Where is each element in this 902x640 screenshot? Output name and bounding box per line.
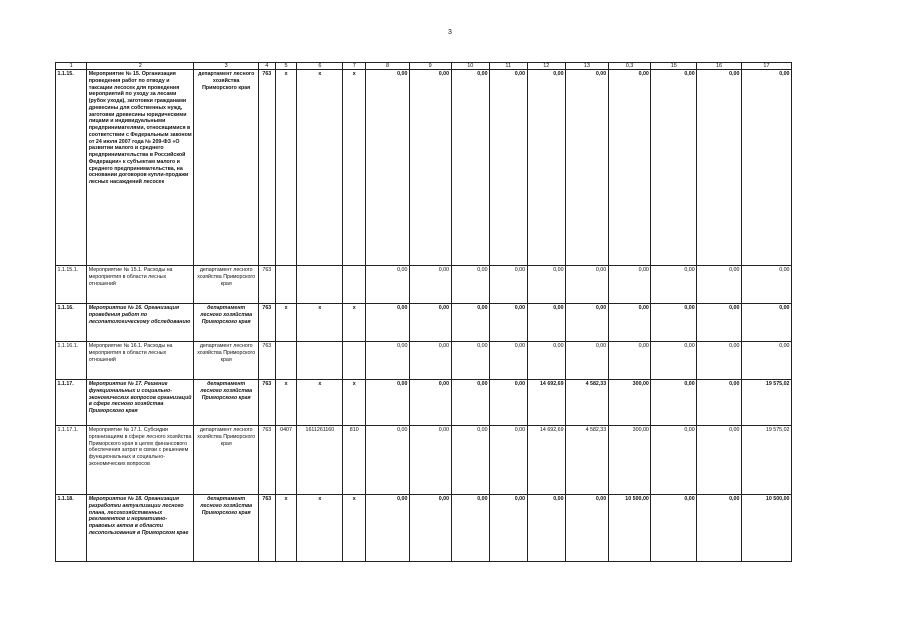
row-code: 1.1.15.1. [56, 266, 87, 304]
row-value: 19 575,02 [741, 380, 791, 426]
row-code: 1.1.16. [56, 304, 87, 342]
row-col5 [275, 342, 297, 380]
row-value: 0,00 [566, 495, 609, 562]
row-value: 0,00 [490, 70, 527, 266]
row-name: Мероприятие № 16.1. Расходы на мероприятия в области лесных отношений [87, 342, 194, 380]
row-name: Мероприятие № 17. Решение функциональных и социально-экономических вопросов организаций в сфере лесного хозяйства Приморского края [87, 380, 194, 426]
row-col6 [297, 266, 343, 304]
row-value: 0,00 [651, 380, 697, 426]
row-value: 0,00 [527, 266, 566, 304]
row-value: 0,00 [490, 495, 527, 562]
row-value: 0,00 [697, 426, 742, 495]
row-value: 0,00 [527, 304, 566, 342]
row-value: 0,00 [366, 342, 410, 380]
header-cell: 8 [366, 63, 410, 70]
row-value: 0,00 [527, 70, 566, 266]
table-row [56, 380, 792, 426]
row-col6: x [297, 495, 343, 562]
row-executor: департамент лесного хозяйства Приморского края [194, 266, 259, 304]
row-name: Мероприятие № 15. Организация проведения работ по отводу и таксации лесосек для проведения мероприятий по уходу за лесами (рубок ухода), заготовки гражданами древесины для собственных нужд, заготовки древесины юридическими лицами и индивидуальными предпринимателями, относящимися в соответствии с Федеральным законом от 24 июля 2007 года № 209-ФЗ «О развитии малого и среднего предпринимательства в Российской Федерации» к субъектам малого и среднего предпринимательства, на основании договоров купли-продажи лесных насаждений лесосек [87, 70, 194, 266]
row-executor: департамент лесного хозяйства Приморского края [194, 495, 259, 562]
row-col6: x [297, 70, 343, 266]
row-value: 0,00 [608, 304, 651, 342]
row-value: 0,00 [451, 304, 490, 342]
header-cell: 17 [741, 63, 791, 70]
header-cell: 15 [651, 63, 697, 70]
row-col5 [275, 266, 297, 304]
row-value: 0,00 [451, 495, 490, 562]
row-value: 0,00 [490, 304, 527, 342]
row-executor: департамент лесного хозяйства Приморского края [194, 380, 259, 426]
header-row [56, 63, 792, 70]
row-col4: 763 [258, 495, 275, 562]
row-value: 0,00 [608, 342, 651, 380]
row-value: 0,00 [697, 342, 742, 380]
row-executor: департамент лесного хозяйства Приморского края [194, 304, 259, 342]
row-value: 0,00 [409, 380, 451, 426]
row-col7 [343, 266, 366, 304]
row-value: 0,00 [409, 304, 451, 342]
header-cell: 6 [297, 63, 343, 70]
row-value: 300,00 [608, 426, 651, 495]
row-value: 0,00 [608, 70, 651, 266]
row-code: 1.1.17. [56, 380, 87, 426]
header-cell: 13 [566, 63, 609, 70]
row-value: 0,00 [366, 380, 410, 426]
row-value: 10 500,00 [608, 495, 651, 562]
budget-table [55, 62, 792, 562]
row-value: 0,00 [366, 495, 410, 562]
header-cell: 12 [527, 63, 566, 70]
row-value: 300,00 [608, 380, 651, 426]
row-value: 0,00 [697, 266, 742, 304]
table-row [56, 426, 792, 495]
row-value: 0,00 [741, 342, 791, 380]
row-executor: департамент лесного хозяйства Приморского края [194, 70, 259, 266]
table-row [56, 304, 792, 342]
row-col7: x [343, 304, 366, 342]
row-value: 0,00 [451, 266, 490, 304]
header-cell: 5 [275, 63, 297, 70]
header-cell: 9 [409, 63, 451, 70]
header-cell: 2 [87, 63, 194, 70]
row-value: 14 692,69 [527, 380, 566, 426]
row-value: 0,00 [451, 342, 490, 380]
row-name: Мероприятие № 17.1. Субсидии организациям в сфере лесного хозяйства Приморского края в целях финансового обеспечения затрат в связи с решением функциональных и социально-экономических вопросов [87, 426, 194, 495]
row-value: 0,00 [608, 266, 651, 304]
row-col5: x [275, 380, 297, 426]
row-value: 0,00 [566, 342, 609, 380]
row-value: 0,00 [566, 266, 609, 304]
row-value: 19 575,02 [741, 426, 791, 495]
row-value: 0,00 [366, 266, 410, 304]
header-cell: 11 [490, 63, 527, 70]
row-value: 0,00 [697, 304, 742, 342]
row-executor: департамент лесного хозяйства Приморского края [194, 426, 259, 495]
row-col4: 763 [258, 426, 275, 495]
header-cell: 10 [451, 63, 490, 70]
row-value: 0,00 [527, 495, 566, 562]
row-col7: x [343, 495, 366, 562]
row-value: 0,00 [490, 266, 527, 304]
table-row [56, 495, 792, 562]
row-value: 0,00 [409, 426, 451, 495]
row-col5: x [275, 70, 297, 266]
row-name: Мероприятие № 16. Организация проведения работ по лесопатологическому обследованию [87, 304, 194, 342]
row-code: 1.1.18. [56, 495, 87, 562]
table-row [56, 342, 792, 380]
row-value: 0,00 [451, 70, 490, 266]
row-value: 0,00 [697, 495, 742, 562]
row-col6: x [297, 304, 343, 342]
row-col4: 763 [258, 266, 275, 304]
row-col6 [297, 342, 343, 380]
row-value: 0,00 [651, 304, 697, 342]
row-col7: x [343, 70, 366, 266]
row-executor: департамент лесного хозяйства Приморского края [194, 342, 259, 380]
header-cell: 0,3 [608, 63, 651, 70]
row-value: 0,00 [651, 70, 697, 266]
row-value: 0,00 [651, 495, 697, 562]
row-value: 0,00 [409, 495, 451, 562]
row-code: 1.1.15. [56, 70, 87, 266]
row-value: 0,00 [409, 266, 451, 304]
row-col4: 763 [258, 70, 275, 266]
row-value: 0,00 [651, 426, 697, 495]
page-number: 3 [448, 29, 452, 36]
row-value: 0,00 [409, 342, 451, 380]
row-value: 0,00 [697, 380, 742, 426]
row-value: 0,00 [490, 380, 527, 426]
row-value: 0,00 [366, 304, 410, 342]
row-value: 0,00 [741, 70, 791, 266]
row-value: 0,00 [651, 266, 697, 304]
table-row [56, 266, 792, 304]
header-cell: 4 [258, 63, 275, 70]
row-value: 4 582,33 [566, 380, 609, 426]
row-value: 0,00 [490, 426, 527, 495]
row-col4: 763 [258, 304, 275, 342]
row-value: 0,00 [366, 70, 410, 266]
row-col5: 0407 [275, 426, 297, 495]
row-col4: 763 [258, 342, 275, 380]
row-value: 0,00 [741, 266, 791, 304]
row-value: 0,00 [366, 426, 410, 495]
header-cell: 16 [697, 63, 742, 70]
row-value: 0,00 [566, 70, 609, 266]
row-code: 1.1.17.1. [56, 426, 87, 495]
row-col5: x [275, 304, 297, 342]
row-col5: x [275, 495, 297, 562]
row-value: 14 692,69 [527, 426, 566, 495]
row-col7 [343, 342, 366, 380]
row-col7: x [343, 380, 366, 426]
table-row [56, 70, 792, 266]
row-value: 0,00 [741, 304, 791, 342]
row-col6: x [297, 380, 343, 426]
row-col7: 810 [343, 426, 366, 495]
row-value: 4 582,33 [566, 426, 609, 495]
row-value: 0,00 [566, 304, 609, 342]
row-value: 0,00 [697, 70, 742, 266]
header-cell: 3 [194, 63, 259, 70]
row-code: 1.1.16.1. [56, 342, 87, 380]
row-col6: 1611261160 [297, 426, 343, 495]
row-name: Мероприятие № 18. Организация разработки актуализации лесного плана, лесохозяйственных регламентов и нормативно-правовых актов в области лесопользования в Приморском крае [87, 495, 194, 562]
row-value: 10 500,00 [741, 495, 791, 562]
row-value: 0,00 [451, 380, 490, 426]
header-cell: 7 [343, 63, 366, 70]
row-value: 0,00 [651, 342, 697, 380]
row-value: 0,00 [409, 70, 451, 266]
row-col4: 763 [258, 380, 275, 426]
header-cell: 1 [56, 63, 87, 70]
row-name: Мероприятие № 15.1. Расходы на мероприятия в области лесных отношений [87, 266, 194, 304]
row-value: 0,00 [451, 426, 490, 495]
row-value: 0,00 [527, 342, 566, 380]
row-value: 0,00 [490, 342, 527, 380]
